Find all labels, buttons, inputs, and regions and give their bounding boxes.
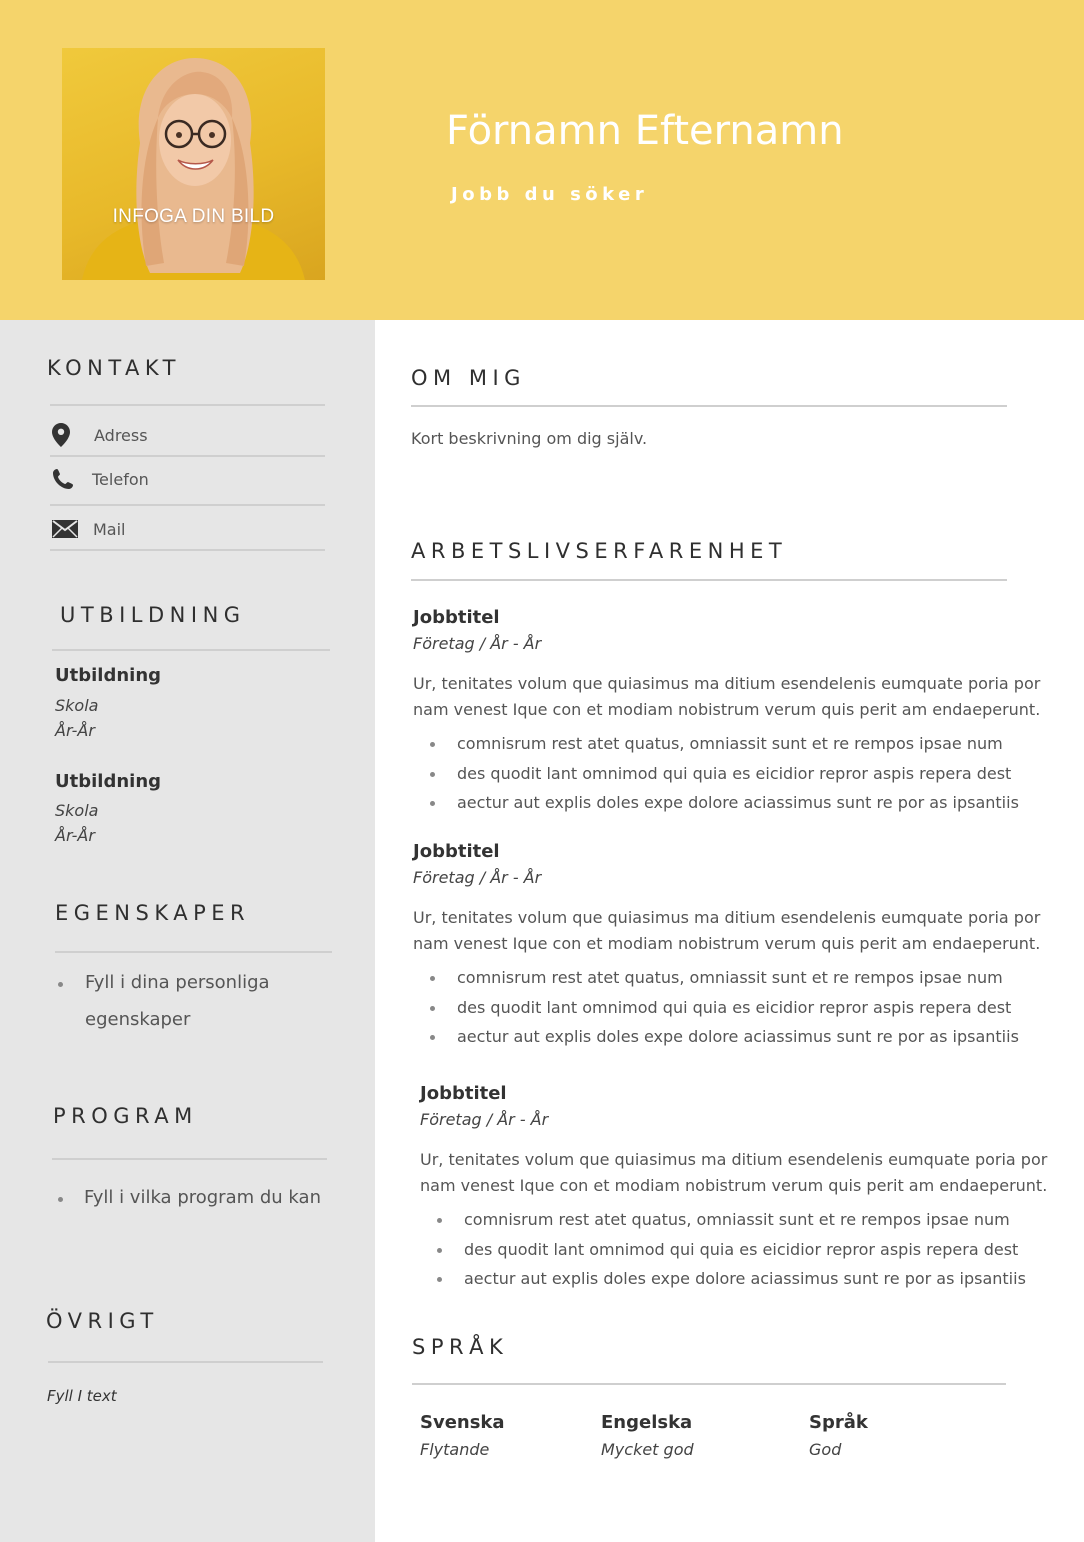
job-title: Jobbtitel: [413, 607, 500, 628]
job-bullets: [413, 963, 1053, 1052]
job-bullet: des quodit lant omnimod qui quia es eicidior repror aspis repera dest: [420, 1235, 1060, 1265]
divider: [50, 404, 325, 406]
divider: [52, 649, 330, 651]
traits-item: Fyll i dina personliga egenskaper: [85, 972, 270, 1030]
mail-icon: [52, 520, 84, 538]
education-school: Skola: [55, 696, 99, 715]
education-title: Utbildning: [55, 771, 162, 792]
full-name: Förnamn Efternamn: [446, 108, 844, 154]
language-item: [809, 1408, 868, 1463]
job-bullet: comnisrum rest atet quatus, omniassit sunt et re rempos ipsae num: [413, 963, 1053, 993]
contact-address-label: Adress: [94, 425, 148, 445]
job-bullet: des quodit lant omnimod qui quia es eicidior repror aspis repera dest: [413, 993, 1053, 1023]
job-title: Jobbtitel: [413, 841, 500, 862]
job-description: Ur, tenitates volum que quiasimus ma ditium esendelenis eumquate poria por nam venest Ique con et modiam nobistrum verum quis perit am endaeperunt.: [413, 674, 1041, 719]
programs-heading: PROGRAM: [53, 1104, 198, 1128]
job-bullet: comnisrum rest atet quatus, omniassit sunt et re rempos ipsae num: [420, 1205, 1060, 1235]
divider: [52, 1158, 327, 1160]
about-heading: OM MIG: [411, 366, 526, 390]
language-name: Språk: [809, 1412, 868, 1433]
other-heading: ÖVRIGT: [46, 1309, 159, 1333]
language-name: Svenska: [420, 1412, 505, 1433]
job-entry: [413, 603, 1053, 818]
education-years: År-År: [55, 721, 95, 740]
languages-heading: SPRÅK: [412, 1335, 509, 1359]
job-bullets: [420, 1205, 1060, 1294]
profile-photo[interactable]: [62, 48, 325, 280]
job-entry: [413, 837, 1053, 1052]
contact-mail: [52, 514, 126, 544]
divider: [412, 1383, 1006, 1385]
language-item: [420, 1408, 505, 1463]
job-sought: Jobb du söker: [451, 184, 649, 205]
language-name: Engelska: [601, 1412, 693, 1433]
education-heading: UTBILDNING: [60, 603, 246, 627]
header-banner: [0, 0, 1084, 320]
job-description: Ur, tenitates volum que quiasimus ma ditium esendelenis eumquate poria por nam venest Ique con et modiam nobistrum verum quis perit am endaeperunt.: [413, 908, 1041, 953]
job-bullets: [413, 729, 1053, 818]
bullet-dot: [58, 982, 63, 987]
job-bullet: aectur aut explis doles expe dolore aciassimus sunt re por as ipsantiis: [413, 1022, 1053, 1052]
contact-phone-label: Telefon: [92, 469, 149, 489]
language-level: God: [809, 1440, 842, 1459]
contact-phone: [52, 464, 149, 494]
other-text: Fyll I text: [47, 1387, 117, 1405]
divider: [411, 405, 1007, 407]
job-description: Ur, tenitates volum que quiasimus ma ditium esendelenis eumquate poria por nam venest Ique con et modiam nobistrum verum quis perit am endaeperunt.: [420, 1150, 1048, 1195]
programs-item: Fyll i vilka program du kan: [84, 1187, 321, 1208]
job-bullet: aectur aut explis doles expe dolore aciassimus sunt re por as ipsantiis: [413, 788, 1053, 818]
language-level: Flytande: [420, 1440, 490, 1459]
job-bullet: des quodit lant omnimod qui quia es eicidior repror aspis repera dest: [413, 759, 1053, 789]
experience-heading: ARBETSLIVSERFARENHET: [411, 539, 788, 563]
job-entry: [420, 1079, 1060, 1294]
job-bullet: aectur aut explis doles expe dolore aciassimus sunt re por as ipsantiis: [420, 1264, 1060, 1294]
phone-icon: [52, 468, 84, 490]
job-bullet: comnisrum rest atet quatus, omniassit sunt et re rempos ipsae num: [413, 729, 1053, 759]
divider: [48, 1361, 323, 1363]
person-portrait-image: [62, 48, 325, 280]
job-company: Företag / År - År: [413, 634, 542, 653]
language-level: Mycket god: [601, 1440, 694, 1459]
divider: [50, 455, 325, 457]
contact-mail-label: Mail: [93, 519, 126, 539]
about-text: Kort beskrivning om dig själv.: [411, 429, 648, 448]
photo-label: INFOGA DIN BILD: [112, 206, 275, 227]
traits-heading: EGENSKAPER: [55, 901, 251, 925]
education-school: Skola: [55, 801, 99, 820]
divider: [411, 579, 1007, 581]
divider: [55, 951, 332, 953]
language-item: [601, 1408, 694, 1463]
divider: [50, 504, 325, 506]
job-title: Jobbtitel: [420, 1083, 507, 1104]
contact-address: [52, 420, 148, 450]
location-pin-icon: [52, 423, 84, 447]
education-years: År-År: [55, 826, 95, 845]
education-title: Utbildning: [55, 665, 162, 686]
contact-heading: KONTAKT: [47, 356, 181, 380]
divider: [50, 549, 325, 551]
job-company: Företag / År - År: [413, 868, 542, 887]
job-company: Företag / År - År: [420, 1110, 549, 1129]
bullet-dot: [58, 1197, 63, 1202]
